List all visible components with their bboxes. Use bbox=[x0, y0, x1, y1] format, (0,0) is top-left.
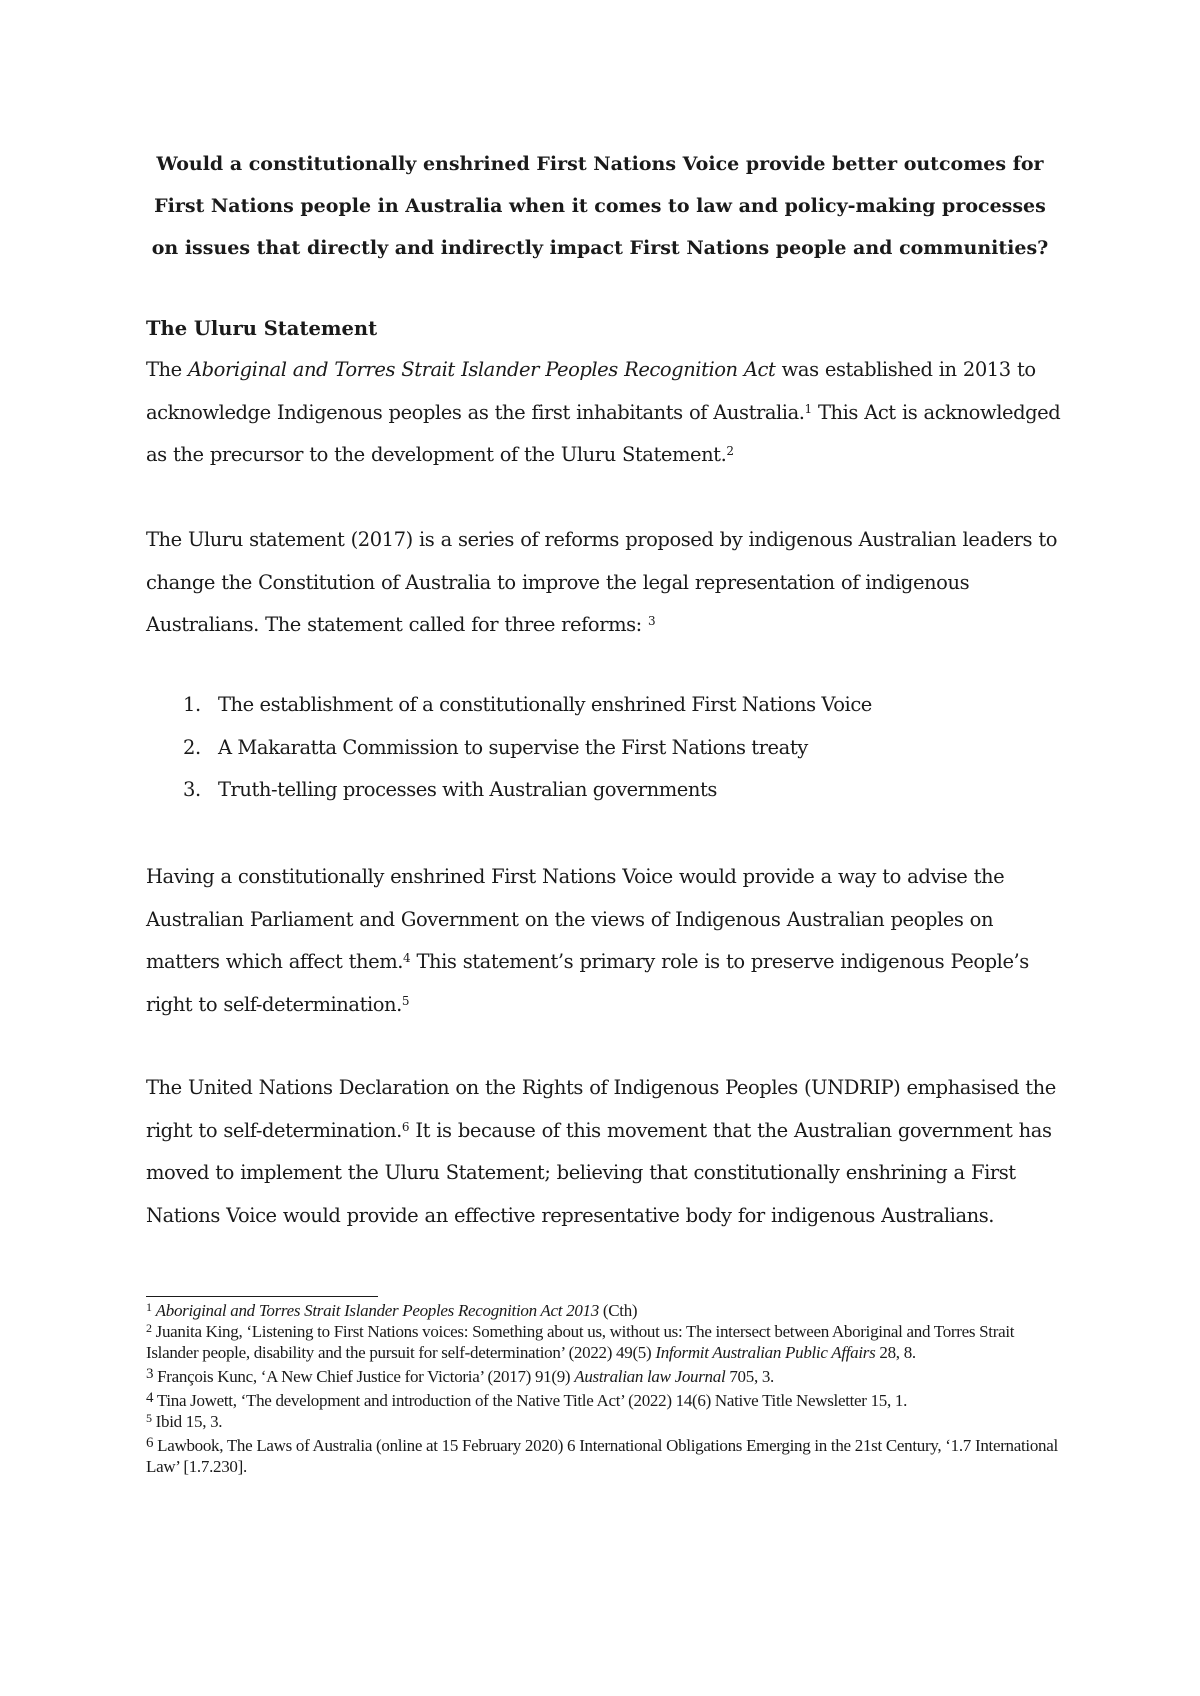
footnote-ref[interactable]: 5 bbox=[401, 993, 410, 1008]
p3-text: Having a constitutionally enshrined First Nations Voice would provide a way to advise the Australian Parliament and Government on the views of Indigenous Australian peoples on matters which affect them. bbox=[146, 865, 1005, 973]
footnote-2 bbox=[146, 1321, 1066, 1363]
section-heading: The Uluru Statement bbox=[146, 317, 378, 340]
list-item-text: The establishment of a constitutionally enshrined First Nations Voice bbox=[218, 693, 872, 716]
footnote-ref[interactable]: 1 bbox=[804, 401, 812, 416]
footnote-text: (Cth) bbox=[598, 1301, 638, 1320]
footnote-mark: 5 bbox=[146, 1411, 152, 1425]
footnote-1 bbox=[146, 1300, 1066, 1321]
footnote-mark: 4 bbox=[146, 1390, 154, 1406]
p3-text: This statement’s primary role is to preserve indigenous People’s right to self-determination. bbox=[146, 950, 1029, 1016]
paragraph-recognition-act bbox=[146, 349, 1066, 477]
list-item bbox=[146, 684, 872, 727]
p1-text: The bbox=[146, 358, 189, 381]
list-number: 3. bbox=[183, 778, 201, 801]
footnote-ref[interactable]: 3 bbox=[648, 614, 656, 628]
p4-text: It is because of this movement that the Australian government has moved to implement the Uluru Statement; believing that constitutionally enshrining a First Nations Voice would provide an effective representative body for indigenous Australians. bbox=[146, 1118, 1052, 1227]
footnote-text: 28, 8. bbox=[875, 1343, 916, 1362]
footnote-text: Lawbook, The Laws of Australia (online at 15 February 2020) 6 International Obligations Emerging in the 21st Century, ‘1.7 International Law’ [1.7.230]. bbox=[146, 1436, 1058, 1476]
footnote-divider bbox=[146, 1296, 378, 1297]
list-item-text: A Makaratta Commission to supervise the First Nations treaty bbox=[218, 735, 808, 759]
footnote-6 bbox=[146, 1435, 1066, 1477]
footnote-journal: Informit Australian Public Affairs bbox=[655, 1343, 876, 1362]
list-item bbox=[146, 769, 872, 812]
footnote-text: Ibid 15, 3. bbox=[151, 1412, 223, 1431]
footnote-ref[interactable]: 2 bbox=[726, 444, 734, 458]
paragraph-uluru-statement bbox=[146, 519, 1066, 647]
footnote-ref[interactable]: 4 bbox=[403, 951, 411, 965]
footnote-text: Juanita King, ‘Listening to First Nations voices: Something about us, without us: The intersect between Aboriginal and Torres Strait Islander people, disability and the pursuit for self-determination’ (2022) 49(5) bbox=[146, 1322, 1015, 1362]
footnote-text: Tina Jowett, ‘The development and introduction of the Native Title Act’ (2022) 14(6) Native Title Newsletter 15, 1. bbox=[153, 1391, 908, 1410]
footnote-3 bbox=[146, 1366, 1066, 1387]
footnote-journal: Australian law Journal bbox=[574, 1367, 726, 1386]
footnotes bbox=[146, 1300, 1066, 1479]
p2-text: The Uluru statement (2017) is a series of reforms proposed by indigenous Australian leaders to change the Constitution of Australia to improve the legal representation of indigenous Australians. The statement called for three reforms: bbox=[146, 528, 1058, 636]
p1-text: was established in 2013 to acknowledge Indigenous peoples as the first inhabitants of Australia. bbox=[146, 358, 1036, 424]
footnote-act-title: Aboriginal and Torres Strait Islander Peoples Recognition Act 2013 bbox=[155, 1301, 599, 1320]
footnote-text: François Kunc, ‘A New Chief Justice for Victoria’ (2017) 91(9) bbox=[153, 1367, 575, 1386]
footnote-mark: 2 bbox=[146, 1321, 152, 1335]
list-number: 1. bbox=[183, 693, 201, 716]
list-item-text: Truth-telling processes with Australian governments bbox=[218, 778, 717, 801]
footnote-mark: 6 bbox=[146, 1435, 154, 1451]
footnote-4 bbox=[146, 1390, 1066, 1411]
paragraph-undrip bbox=[146, 1067, 1066, 1237]
footnote-ref[interactable]: 6 bbox=[401, 1119, 410, 1134]
reforms-list bbox=[146, 684, 872, 812]
list-number: 2. bbox=[183, 735, 201, 759]
footnote-mark: 3 bbox=[146, 1366, 154, 1382]
footnote-text: 705, 3. bbox=[725, 1367, 774, 1386]
p4-text: The United Nations Declaration on the Rights of Indigenous Peoples (UNDRIP) emphasised the right to self-determination. bbox=[146, 1076, 1056, 1142]
footnote-5 bbox=[146, 1411, 1066, 1432]
paragraph-first-nations-voice bbox=[146, 856, 1066, 1026]
act-title: Aboriginal and Torres Strait Islander Peoples Recognition Act bbox=[188, 358, 776, 381]
p1-text: This Act is acknowledged as the precursor to the development of the Uluru Statement. bbox=[146, 400, 1061, 466]
essay-title: Would a constitutionally enshrined First Nations Voice provide better outcomes for First Nations people in Australia when it comes to law and policy-making processes on issues that directly and indirectly impact First Nations people and communities? bbox=[151, 153, 1049, 259]
footnote-mark: 1 bbox=[146, 1300, 152, 1314]
list-item bbox=[146, 727, 872, 770]
